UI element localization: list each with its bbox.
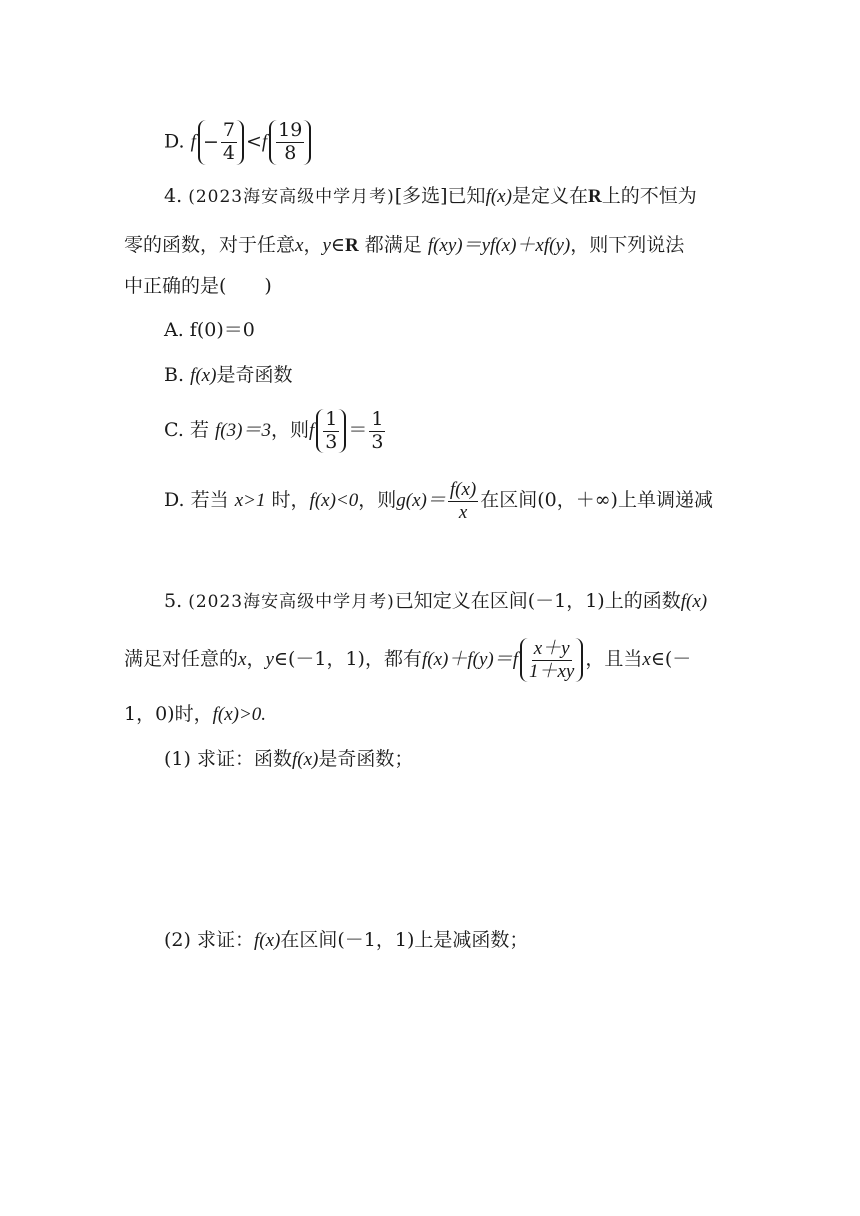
paren-group <box>198 120 244 165</box>
q5-stem-line3 <box>124 702 266 727</box>
fraction <box>369 409 385 454</box>
numerator <box>532 638 572 661</box>
stem-text: 已知 <box>447 185 486 207</box>
numerator <box>448 479 478 502</box>
stem-text: ∈(－1，1)，都有 <box>273 648 422 670</box>
numerator: 1 <box>325 407 338 430</box>
function-expr: f(3)＝3 <box>215 420 271 441</box>
stem-text: 都满足 <box>364 234 422 256</box>
paren-group <box>269 120 311 165</box>
numerator: 1 <box>371 407 384 430</box>
fraction <box>527 638 576 683</box>
functional-equation: f(xy)＝yf(x)＋xf(y) <box>427 235 571 256</box>
stem-text: ∈(－ <box>650 648 692 670</box>
functional-equation: f(x)＋f(y)＝ <box>421 649 513 670</box>
q3-option-d <box>164 120 313 165</box>
q4-option-c <box>164 400 387 461</box>
fraction <box>448 479 478 524</box>
numerator-expr: x＋y <box>533 637 570 659</box>
option-text: 是奇函数 <box>216 364 293 386</box>
variable-x: x <box>295 235 304 256</box>
variable-y: y <box>265 649 274 670</box>
q4-stem-line3 <box>124 274 272 298</box>
stem-text: 零的函数，对于任意 <box>124 234 296 256</box>
equals-sign: ＝ <box>348 419 368 441</box>
condition-expr: x>1 <box>234 490 266 511</box>
less-than: < <box>245 130 262 153</box>
paren-group <box>520 638 583 683</box>
function-symbol: f <box>308 420 315 441</box>
part-label: (2) <box>164 929 191 951</box>
variable-y: y <box>322 235 331 256</box>
denominator <box>527 661 576 683</box>
denominator: 3 <box>371 430 384 453</box>
function-expr: f(x) <box>190 365 217 386</box>
q4-stem-line1 <box>164 184 697 209</box>
option-label: B. <box>164 364 185 386</box>
part-text: 是奇函数； <box>318 748 414 770</box>
function-expr: f(x) <box>253 930 281 951</box>
q5-stem-line1 <box>164 589 707 614</box>
denominator: 3 <box>325 430 338 453</box>
function-expr: f(x) <box>485 186 512 207</box>
denominator-expr: 1＋xy <box>529 660 575 682</box>
fraction <box>221 120 237 165</box>
stem-text: 中正确的是( ) <box>124 275 272 297</box>
question-number: 5. <box>164 590 183 612</box>
numerator: 7 <box>222 119 235 141</box>
q4-option-d <box>164 474 713 527</box>
real-set-symbol: R <box>587 186 602 207</box>
question-source: (2023海安高级中学月考) <box>188 592 395 612</box>
option-text: 若 <box>189 419 209 441</box>
option-text: 若当 <box>190 489 229 511</box>
question-number: 4. <box>164 185 183 207</box>
stem-text: 1，0)时， <box>124 703 213 725</box>
stem-text: 是定义在 <box>511 185 588 207</box>
q4-stem-line2 <box>124 233 684 258</box>
q5-part-1 <box>164 747 413 772</box>
stem-text: 上的不恒为 <box>601 185 697 207</box>
part-text: 在区间(－1，1)上是减函数； <box>280 929 529 951</box>
denominator: 4 <box>222 141 235 164</box>
option-text: 在区间(0，＋∞)上单调递减 <box>480 489 713 511</box>
denominator <box>457 502 469 524</box>
function-expr: g(x)＝ <box>396 490 446 511</box>
stem-text: ，且当 <box>585 648 643 670</box>
fraction <box>276 120 304 165</box>
numerator-expr: f(x) <box>449 478 477 500</box>
denominator: 8 <box>284 141 297 164</box>
comma: ， <box>303 234 323 256</box>
minus-sign: − <box>202 131 219 154</box>
q5-part-2 <box>164 928 528 953</box>
stem-text: 已知定义在区间(－1，1)上的函数 <box>394 590 681 612</box>
part-text: 求证：函数 <box>196 748 292 770</box>
q4-option-a <box>164 318 255 342</box>
variable-x: x <box>642 649 651 670</box>
function-expr: f(x) <box>680 591 708 612</box>
stem-text: 满足对任意的 <box>124 648 239 670</box>
option-label: C. <box>164 419 184 441</box>
element-of: ∈ <box>330 234 345 256</box>
part-text: 求证： <box>196 929 254 951</box>
function-expr: f(x) <box>291 749 319 770</box>
option-text: A. f(0)＝0 <box>164 319 255 341</box>
q5-stem-line2 <box>124 627 691 692</box>
option-label: D. <box>164 489 185 511</box>
question-source: (2023海安高级中学月考) <box>188 187 395 207</box>
q4-option-b <box>164 363 292 388</box>
denominator-expr: x <box>458 501 468 523</box>
option-text: ，则 <box>270 419 309 441</box>
function-symbol: f <box>261 131 268 153</box>
function-symbol: f <box>512 649 518 670</box>
real-set-symbol: R <box>344 235 359 256</box>
variable-x: x <box>238 649 247 670</box>
paren-group <box>316 409 346 454</box>
option-label: D. <box>164 130 185 153</box>
option-text: 时， <box>271 489 310 511</box>
question-tag: [多选] <box>394 185 448 207</box>
comma: ， <box>246 648 266 670</box>
option-text: ，则 <box>358 489 397 511</box>
function-symbol: f <box>190 131 196 153</box>
stem-text: ，则下列说法 <box>570 234 685 256</box>
part-label: (1) <box>164 748 191 770</box>
function-expr: f(x)>0. <box>212 704 267 725</box>
numerator: 19 <box>278 119 303 141</box>
fraction <box>323 409 339 454</box>
function-expr: f(x)<0 <box>309 490 359 511</box>
